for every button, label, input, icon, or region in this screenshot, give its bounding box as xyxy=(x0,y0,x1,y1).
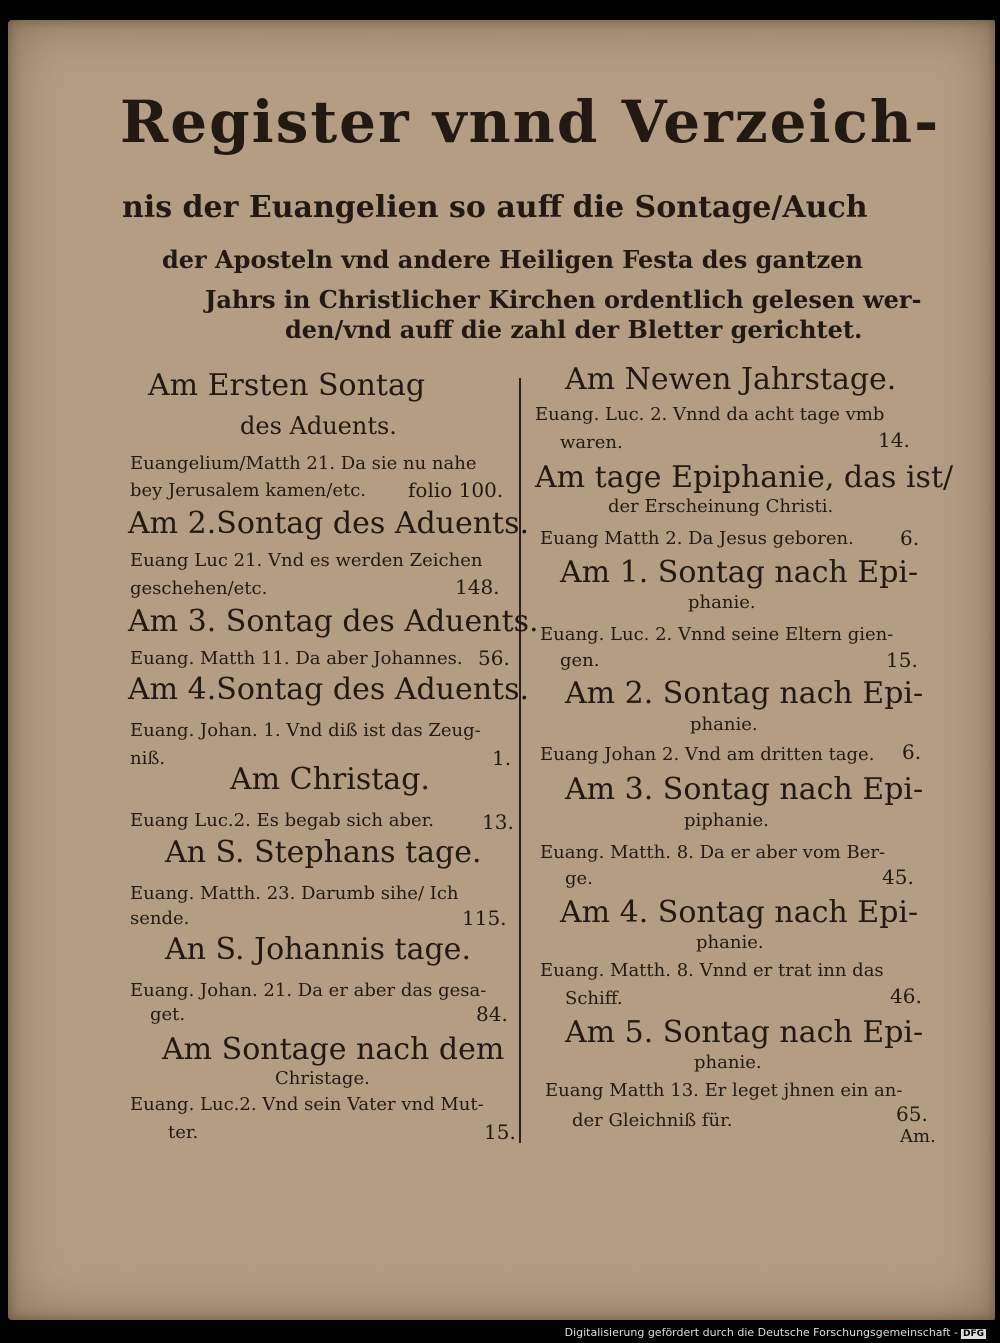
left-entry-6-folio: 115. xyxy=(462,906,507,930)
right-entry-7: Euang Matth 13. Er leget jhnen ein an- xyxy=(545,1080,903,1101)
right-catchword: Am. xyxy=(900,1126,936,1147)
right-entry-1-folio: 14. xyxy=(878,428,910,452)
right-entry-2: Euang Matth 2. Da Jesus geboren. xyxy=(540,528,854,549)
right-entry-6: Euang. Matth. 8. Vnnd er trat inn das xyxy=(540,960,884,981)
left-entry-7-cont: get. xyxy=(150,1004,186,1025)
right-heading-7: Am 5. Sontag nach Epi- xyxy=(565,1015,924,1050)
right-entry-3-cont: gen. xyxy=(560,650,600,671)
title-line-5: den/vnd auff die zahl der Bletter gerichtet. xyxy=(285,315,863,344)
right-heading-3: Am 1. Sontag nach Epi- xyxy=(560,555,919,590)
left-heading-2: Am 2.Sontag des Aduents. xyxy=(128,506,530,541)
left-entry-1-cont: bey Jerusalem kamen/etc. xyxy=(130,480,367,501)
right-entry-2-folio: 6. xyxy=(900,526,920,550)
left-heading-4: Am 4.Sontag des Aduents. xyxy=(128,672,530,707)
footer-credit xyxy=(565,1326,986,1339)
left-heading-6: An S. Stephans tage. xyxy=(165,835,482,870)
right-entry-3-folio: 15. xyxy=(886,648,918,672)
right-heading-4-sub: phanie. xyxy=(690,714,758,735)
right-heading-6-sub: phanie. xyxy=(696,932,764,953)
right-entry-3: Euang. Luc. 2. Vnnd seine Eltern gien- xyxy=(540,624,894,645)
dfg-logo: DFG xyxy=(962,1329,984,1339)
left-entry-5-folio: 13. xyxy=(482,810,514,834)
right-entry-6-cont: Schiff. xyxy=(565,988,623,1009)
left-heading-1-sub: des Aduents. xyxy=(240,412,397,440)
left-entry-3: Euang. Matth 11. Da aber Johannes. xyxy=(130,648,463,669)
title-line-4: Jahrs in Christlicher Kirchen ordentlich gelesen wer- xyxy=(205,285,922,314)
left-entry-6: Euang. Matth. 23. Darumb sihe/ Ich xyxy=(130,883,459,904)
right-heading-5-sub: piphanie. xyxy=(684,810,769,831)
left-entry-4-folio: 1. xyxy=(492,746,512,770)
right-heading-2-sub: der Erscheinung Christi. xyxy=(608,496,834,517)
right-entry-7-folio: 65. xyxy=(896,1102,928,1126)
left-heading-8: Am Sontage nach dem xyxy=(162,1032,505,1067)
left-entry-8-cont: ter. xyxy=(168,1122,199,1143)
right-heading-2: Am tage Epiphanie, das ist/ xyxy=(535,460,954,495)
right-heading-4: Am 2. Sontag nach Epi- xyxy=(565,676,924,711)
right-entry-5: Euang. Matth. 8. Da er aber vom Ber- xyxy=(540,842,886,863)
right-heading-6: Am 4. Sontag nach Epi- xyxy=(560,895,919,930)
left-entry-5: Euang Luc.2. Es begab sich aber. xyxy=(130,810,434,831)
title-line-1: Register vnnd Verzeich- xyxy=(120,88,941,156)
column-divider xyxy=(519,378,521,1143)
title-line-3: der Aposteln vnd andere Heiligen Festa des gantzen xyxy=(162,245,863,274)
left-heading-8-sub: Christage. xyxy=(275,1068,370,1089)
left-entry-2-cont: geschehen/etc. xyxy=(130,578,268,599)
left-heading-5: Am Christag. xyxy=(230,762,430,797)
left-entry-3-folio: 56. xyxy=(478,646,510,670)
left-entry-4: Euang. Johan. 1. Vnd diß ist das Zeug- xyxy=(130,720,481,741)
left-heading-3: Am 3. Sontag des Aduents. xyxy=(128,604,539,639)
right-entry-4: Euang Johan 2. Vnd am dritten tage. xyxy=(540,744,875,765)
left-entry-6-cont: sende. xyxy=(130,908,190,929)
left-heading-7: An S. Johannis tage. xyxy=(165,932,471,967)
right-entry-7-cont: der Gleichniß für. xyxy=(572,1110,733,1131)
title-line-2: nis der Euangelien so auff die Sontage/Auch xyxy=(122,190,868,225)
left-entry-8-folio: 15. xyxy=(484,1120,516,1144)
right-heading-7-sub: phanie. xyxy=(694,1052,762,1073)
left-entry-2: Euang Luc 21. Vnd es werden Zeichen xyxy=(130,550,483,571)
right-entry-5-folio: 45. xyxy=(882,865,914,889)
right-heading-3-sub: phanie. xyxy=(688,592,756,613)
left-entry-1: Euangelium/Matth 21. Da sie nu nahe xyxy=(130,453,477,474)
right-entry-5-cont: ge. xyxy=(565,868,593,889)
right-entry-1: Euang. Luc. 2. Vnnd da acht tage vmb xyxy=(535,404,885,425)
right-heading-1: Am Newen Jahrstage. xyxy=(565,362,897,397)
left-entry-8: Euang. Luc.2. Vnd sein Vater vnd Mut- xyxy=(130,1094,484,1115)
left-entry-2-folio: 148. xyxy=(455,575,500,599)
left-entry-1-folio: folio 100. xyxy=(408,478,504,502)
right-entry-4-folio: 6. xyxy=(902,740,922,764)
footer-text: Digitalisierung gefördert durch die Deutsche Forschungsgemeinschaft - xyxy=(564,1326,958,1339)
left-entry-4-cont: niß. xyxy=(130,748,166,769)
right-entry-6-folio: 46. xyxy=(890,984,922,1008)
right-entry-1-cont: waren. xyxy=(560,432,623,453)
left-entry-7-folio: 84. xyxy=(476,1002,508,1026)
left-entry-7: Euang. Johan. 21. Da er aber das gesa- xyxy=(130,980,487,1001)
left-heading-1: Am Ersten Sontag xyxy=(148,368,426,403)
right-heading-5: Am 3. Sontag nach Epi- xyxy=(565,772,924,807)
